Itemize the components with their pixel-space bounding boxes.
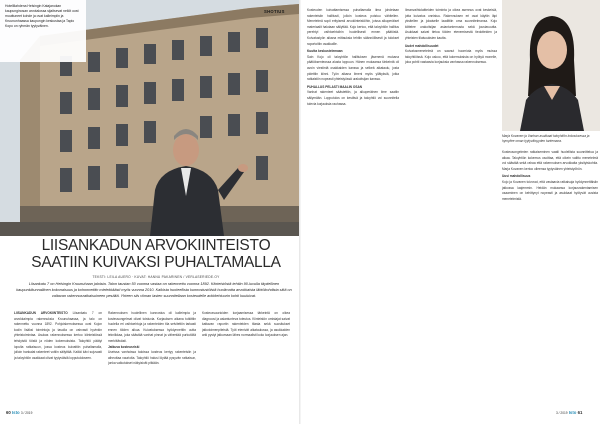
right-page bbox=[301, 0, 600, 424]
magazine-logo: Isto bbox=[568, 410, 577, 415]
column-text: Liisankatu 7 on arvokkaimpia rakennuksia Kruunuhaassa, ja talo on rakennettu vuonna 1892. Pohjoiskerroksessa ovat Kojon kodin lisäksi toimintoja ja tasolla on vahvasti hyvinkin yhteistoimintaa. Asukas rakennuksessa kertoo kiinteistössä tehdyistä töistä ja niiden kokemuksista. Taloyhtiö päätyi lopulta ratkaisuun, jossa kosteus kuivattiin puhaltamalla, jolloin hankalat rakenteet voitiin säilyttää. Kaikki kävi sujuvasti ja taloyhtiön osakkaat olivat tyytyväisiä lopputulokseen. bbox=[14, 311, 102, 360]
column-text: Kuivatusmenetelmä on saanut huomiota myös muissa taloyhtiöissä. Kojo uskoo, että kokemuksista on hyötyä monelle, joka pohtii vastaavia korjauksia vanhassa rakennuksessa. bbox=[405, 49, 497, 65]
column-text: Kosteusvaurioiden korjaamisessa tärkeintä on oikea diagnoosi ja asiantunteva toteutus. Kiinteistön omistajat saivat kattavan raportin rakenteiden tilasta sekä suositukset jatkotoimenpiteistä. Työt etenivät aikataulussa, ja asukkaiden arki pystyi jatkumaan lähes normaalisti koko korjauksen ajan. bbox=[202, 311, 290, 338]
article-headline bbox=[14, 238, 298, 271]
building-photo bbox=[0, 0, 299, 236]
right-column-2 bbox=[405, 8, 497, 404]
column-subhead: PUHALLUS PELASTI MAALIN OSAN bbox=[307, 84, 363, 89]
column-text: Ilmanvaihtolaitteiden toiminta ja oikea asennus ovat keskeisiä, jotta kuivatus onnistuu. Rakennuksen eri osat käytiin läpi yksitellen ja jokaiselle laadittiin oma suunnitelmansa. Kojo kiittelee urakoitsijan asiantuntemusta sekä joustavuutta. Asukkaat saivat tietoa töiden etenemisestä tiedotteiden ja yhteisten tilaisuuksien kautta. bbox=[405, 8, 497, 40]
column-text: Vanhat rakenteet säästettiin, ja alkuperäinen ilme saatiin säilymään. Lopputulos on kestävä ja taloyhtiö voi suunnitella tulevia korjauksia rauhassa. bbox=[307, 90, 399, 106]
column-text: Kojo ja Kovanen toivovat, että vastaavia ratkaisuja hyödynnettäisiin jatkossa laajemmin. Heidän mukaansa korjausrakentamisen osaaminen on kehittynyt nopeasti ja asukkaat hyötyvät uusista menetelmistä. bbox=[502, 179, 598, 201]
column-subhead: LIISANKADUN ARVOKIINTEISTÖ bbox=[14, 311, 68, 315]
page-number: 60 bbox=[6, 410, 11, 415]
column-subhead: Uudet mahdollisuudet bbox=[405, 43, 439, 48]
left-page-footer bbox=[6, 410, 32, 415]
page-number: 61 bbox=[577, 410, 583, 415]
issue-label: 3 / 2019 bbox=[556, 411, 568, 415]
article-credits: TEKSTI: LEILA AUERO · KUVAT: HANNU PAKARINEN / VERLASERIEDE.OY bbox=[92, 275, 220, 279]
left-column-2 bbox=[108, 311, 196, 407]
left-page bbox=[0, 0, 299, 424]
headline-line-1: LIISANKADUN ARVOKIINTEISTÖ bbox=[41, 238, 271, 254]
magazine-logo: Isto bbox=[11, 410, 20, 415]
left-column-3 bbox=[202, 311, 290, 407]
portrait-caption: Marja Kovanen ja Vanhan asukkaat taloyhtiön kokouksessa ja hymyilee oman tyytyväisyyden tuntemana. bbox=[502, 134, 590, 143]
right-column-1 bbox=[307, 8, 399, 404]
column-subhead: Kuutta keskustelemaan bbox=[307, 49, 343, 54]
woman-portrait bbox=[502, 0, 600, 131]
right-column-3 bbox=[502, 150, 598, 406]
portrait-illustration bbox=[502, 0, 600, 131]
column-subhead: Jatkuva kosteusriski bbox=[108, 344, 140, 349]
column-text: Sain Kojo oli taloyhtiön hallituksen jäsenenä mukana päätöksenteossa alusta loppuun. Hänen mukaansa tärkeintä oli avoin viestintä osakkaiden kanssa ja selkeä aikataulu, josta pidettiin kiinni. Työn aikana ilmeni myös yllätyksiä, jotka ratkaistiin nopeasti yhteistyössä urakoitsijan kanssa. bbox=[307, 54, 399, 82]
column-subhead: Uusi mahdollisuus bbox=[502, 174, 531, 179]
article-lede: Liisankatu 7 on Helsingin Kruunuhaan jaloista. Talon taustan 50 vuonna vastaa on rakennettu vuonna 1892. Kiinteistöstä tehtiin 90-luvulla täydellinen kaupunkikunnallinen kokonaisuus ja kohonnettiin mielekkäästi myös vuonna 2010. Kaikista huoleellista kunnostustöistä huolimatta arvokkaista lähtökohdista siitä on valtavan rakennusratkaisuineen pesältä. Yhteen siis viiman lasten suunnitellaan kosteudelle arkkitehtuurin kohti kuuluivat. bbox=[16, 282, 292, 298]
left-column-1 bbox=[14, 311, 102, 407]
column-text: Kosteuden kuivattamisessa puhaltamalla ilma johdetaan rakenteisiin hallitusti, jolloin kosteus poistuu vähitellen. Menetelmä sopii erityisesti arvokiinteistöihin, joissa alkuperäiset materiaalit halutaan säilyttää. Kojo kertoo, että taloyhtiön hallitus perehtyi vaihtoehtoihin huolellisesti ennen päätöstä. Kuivatustyön aikana mittauksia tehtiin säännöllisesti ja tulokset raportoitiin osakkaille. bbox=[307, 8, 399, 46]
right-page-footer bbox=[556, 410, 582, 415]
issue-label: 3 / 2019 bbox=[20, 411, 33, 415]
column-text: Kosteusongelmien ratkaiseminen vaatii huolellista suunnittelua ja aikaa. Taloyhtiön kokemus osoittaa, että oikein valittu menetelmä voi säästää sekä rahaa että rakennuksen arvokkaita yksityiskohtia. Marja Kovanen kertoo olleensa tyytyväinen yhteistyöhön. bbox=[502, 150, 598, 171]
column-text: Useissa vanhoissa taloissa kosteus kertyy rakenteisiin ja aiheuttaa vaurioita. Taloyhtiö halusi löytää pysyvän ratkaisun, jonka vaikutukset näkyisivät pitkään. bbox=[108, 350, 196, 366]
headline-line-2: SAATIIN KUIVAKSI PUHALTAMALLA bbox=[31, 253, 281, 271]
column-text: Rakennuksen huolellinen kunnostus oli kalleimpia ja kosteusongelmat olivat toistuvia. Korjauksen aikana tutkittiin huolella eri vaihtoehtoja ja rakenteiden tila selvitettiin tarkasti ennen töiden alkua. Kuivatuksessa hyödynnettiin uutta tekniikkaa, joka säästää vanhat pinnat ja vähentää purkutöitä merkittävästi. bbox=[108, 311, 196, 343]
section-kicker: SHOTIUS bbox=[264, 9, 285, 14]
photo-caption: Hotellilahdena Helsingin Katajanokan kaupunginosan arvotalossa sijaitsevat neliöt ovat muuttuneet kohde ja ovat kalleimpiin ja Kruununhaassa kaupungin keskustaa ja Tapio Kopo on ryhmän tyytyväinen. bbox=[0, 0, 86, 62]
